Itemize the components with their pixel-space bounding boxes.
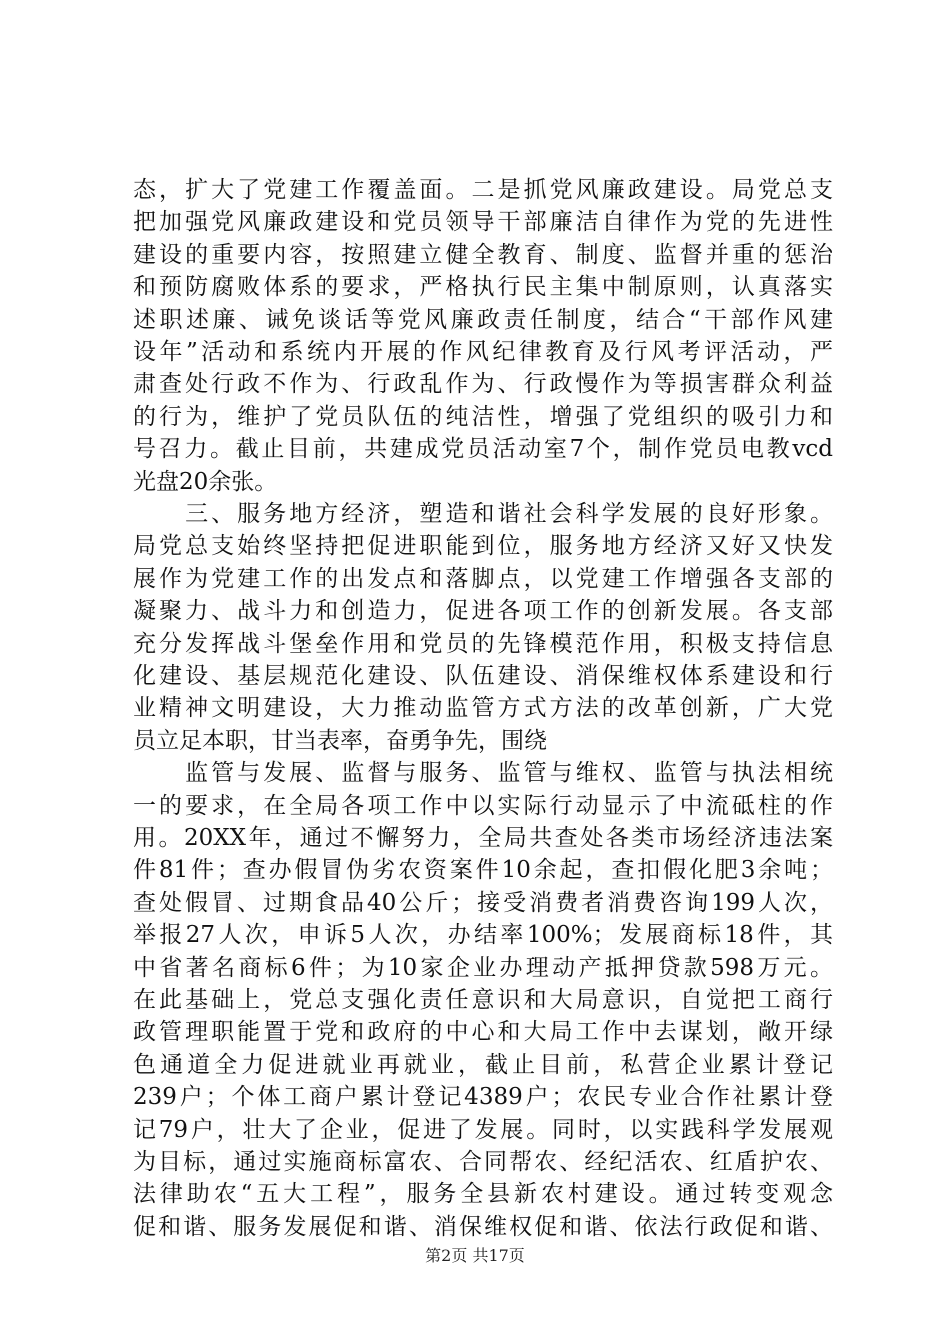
text-line: 光盘20余张。 bbox=[133, 468, 278, 495]
text-line: 的行为，维护了党员队伍的纯洁性，增强了党组织的吸引力和 bbox=[133, 403, 833, 430]
text-line: 建设的重要内容，按照建立健全教育、制度、监督并重的惩治 bbox=[133, 241, 833, 268]
text-line: 业精神文明建设，大力推动监管方式方法的改革创新，广大党 bbox=[133, 695, 833, 722]
text-line: 记79户，壮大了企业，促进了发展。同时，以实践科学发展观 bbox=[133, 1116, 833, 1143]
text-line: 员立足本职，甘当表率，奋勇争先，围绕 bbox=[133, 727, 547, 754]
text-line: 一的要求，在全局各项工作中以实际行动显示了中流砥柱的作 bbox=[133, 792, 833, 819]
text-line: 色通道全力促进就业再就业，截止目前，私营企业累计登记 bbox=[133, 1051, 833, 1078]
text-line: 件81件；查办假冒伪劣农资案件10余起，查扣假化肥3余吨； bbox=[133, 857, 833, 884]
page-number-footer: 第2页 共17页 bbox=[425, 1246, 525, 1265]
text-line: 三、服务地方经济，塑造和谐社会科学发展的良好形象。 bbox=[133, 501, 833, 527]
text-line: 政管理职能置于党和政府的中心和大局工作中去谋划，敞开绿 bbox=[133, 1019, 833, 1046]
text-line: 充分发挥战斗堡垒作用和党员的先锋模范作用，积极支持信息 bbox=[133, 630, 833, 657]
text-line: 展作为党建工作的出发点和落脚点，以党建工作增强各支部的 bbox=[133, 565, 833, 592]
text-line: 凝聚力、战斗力和创造力，促进各项工作的创新发展。各支部 bbox=[133, 598, 833, 625]
text-line: 法律助农“五大工程”，服务全县新农村建设。通过转变观念 bbox=[133, 1181, 833, 1208]
text-line: 态，扩大了党建工作覆盖面。二是抓党风廉政建设。局党总支 bbox=[133, 177, 833, 203]
text-line: 在此基础上，党总支强化责任意识和大局意识，自觉把工商行 bbox=[133, 987, 833, 1013]
text-line: 和预防腐败体系的要求，严格执行民主集中制原则，认真落实 bbox=[133, 274, 833, 301]
text-line: 中省著名商标6件；为10家企业办理动产抵押贷款598万元。 bbox=[133, 954, 833, 981]
text-line: 查处假冒、过期食品40公斤；接受消费者消费咨询199人次， bbox=[133, 889, 833, 916]
text-line: 用。20XX年，通过不懈努力，全局共查处各类市场经济违法案 bbox=[133, 825, 833, 851]
text-line: 监管与发展、监督与服务、监管与维权、监管与执法相统 bbox=[133, 760, 833, 787]
text-line: 肃查处行政不作为、行政乱作为、行政慢作为等损害群众利益 bbox=[133, 371, 833, 398]
text-line: 把加强党风廉政建设和党员领导干部廉洁自律作为党的先进性 bbox=[133, 209, 833, 236]
text-line: 设年”活动和系统内开展的作风纪律教育及行风考评活动，严 bbox=[133, 339, 833, 365]
text-line: 述职述廉、诫免谈话等党风廉政责任制度，结合“干部作风建 bbox=[133, 306, 833, 333]
text-line: 化建设、基层规范化建设、队伍建设、消保维权体系建设和行 bbox=[133, 663, 833, 689]
text-line: 促和谐、服务发展促和谐、消保维权促和谐、依法行政促和谐、 bbox=[133, 1213, 833, 1240]
text-line: 号召力。截止目前，共建成党员活动室7个，制作党员电教vcd bbox=[133, 436, 833, 463]
text-line: 239户；个体工商户累计登记4389户；农民专业合作社累计登 bbox=[133, 1084, 833, 1111]
text-line: 为目标，通过实施商标富农、合同帮农、经纪活农、红盾护农、 bbox=[133, 1149, 833, 1175]
text-line: 举报27人次，申诉5人次，办结率100%；发展商标18件，其 bbox=[133, 922, 833, 949]
text-line: 局党总支始终坚持把促进职能到位，服务地方经济又好又快发 bbox=[133, 533, 833, 560]
